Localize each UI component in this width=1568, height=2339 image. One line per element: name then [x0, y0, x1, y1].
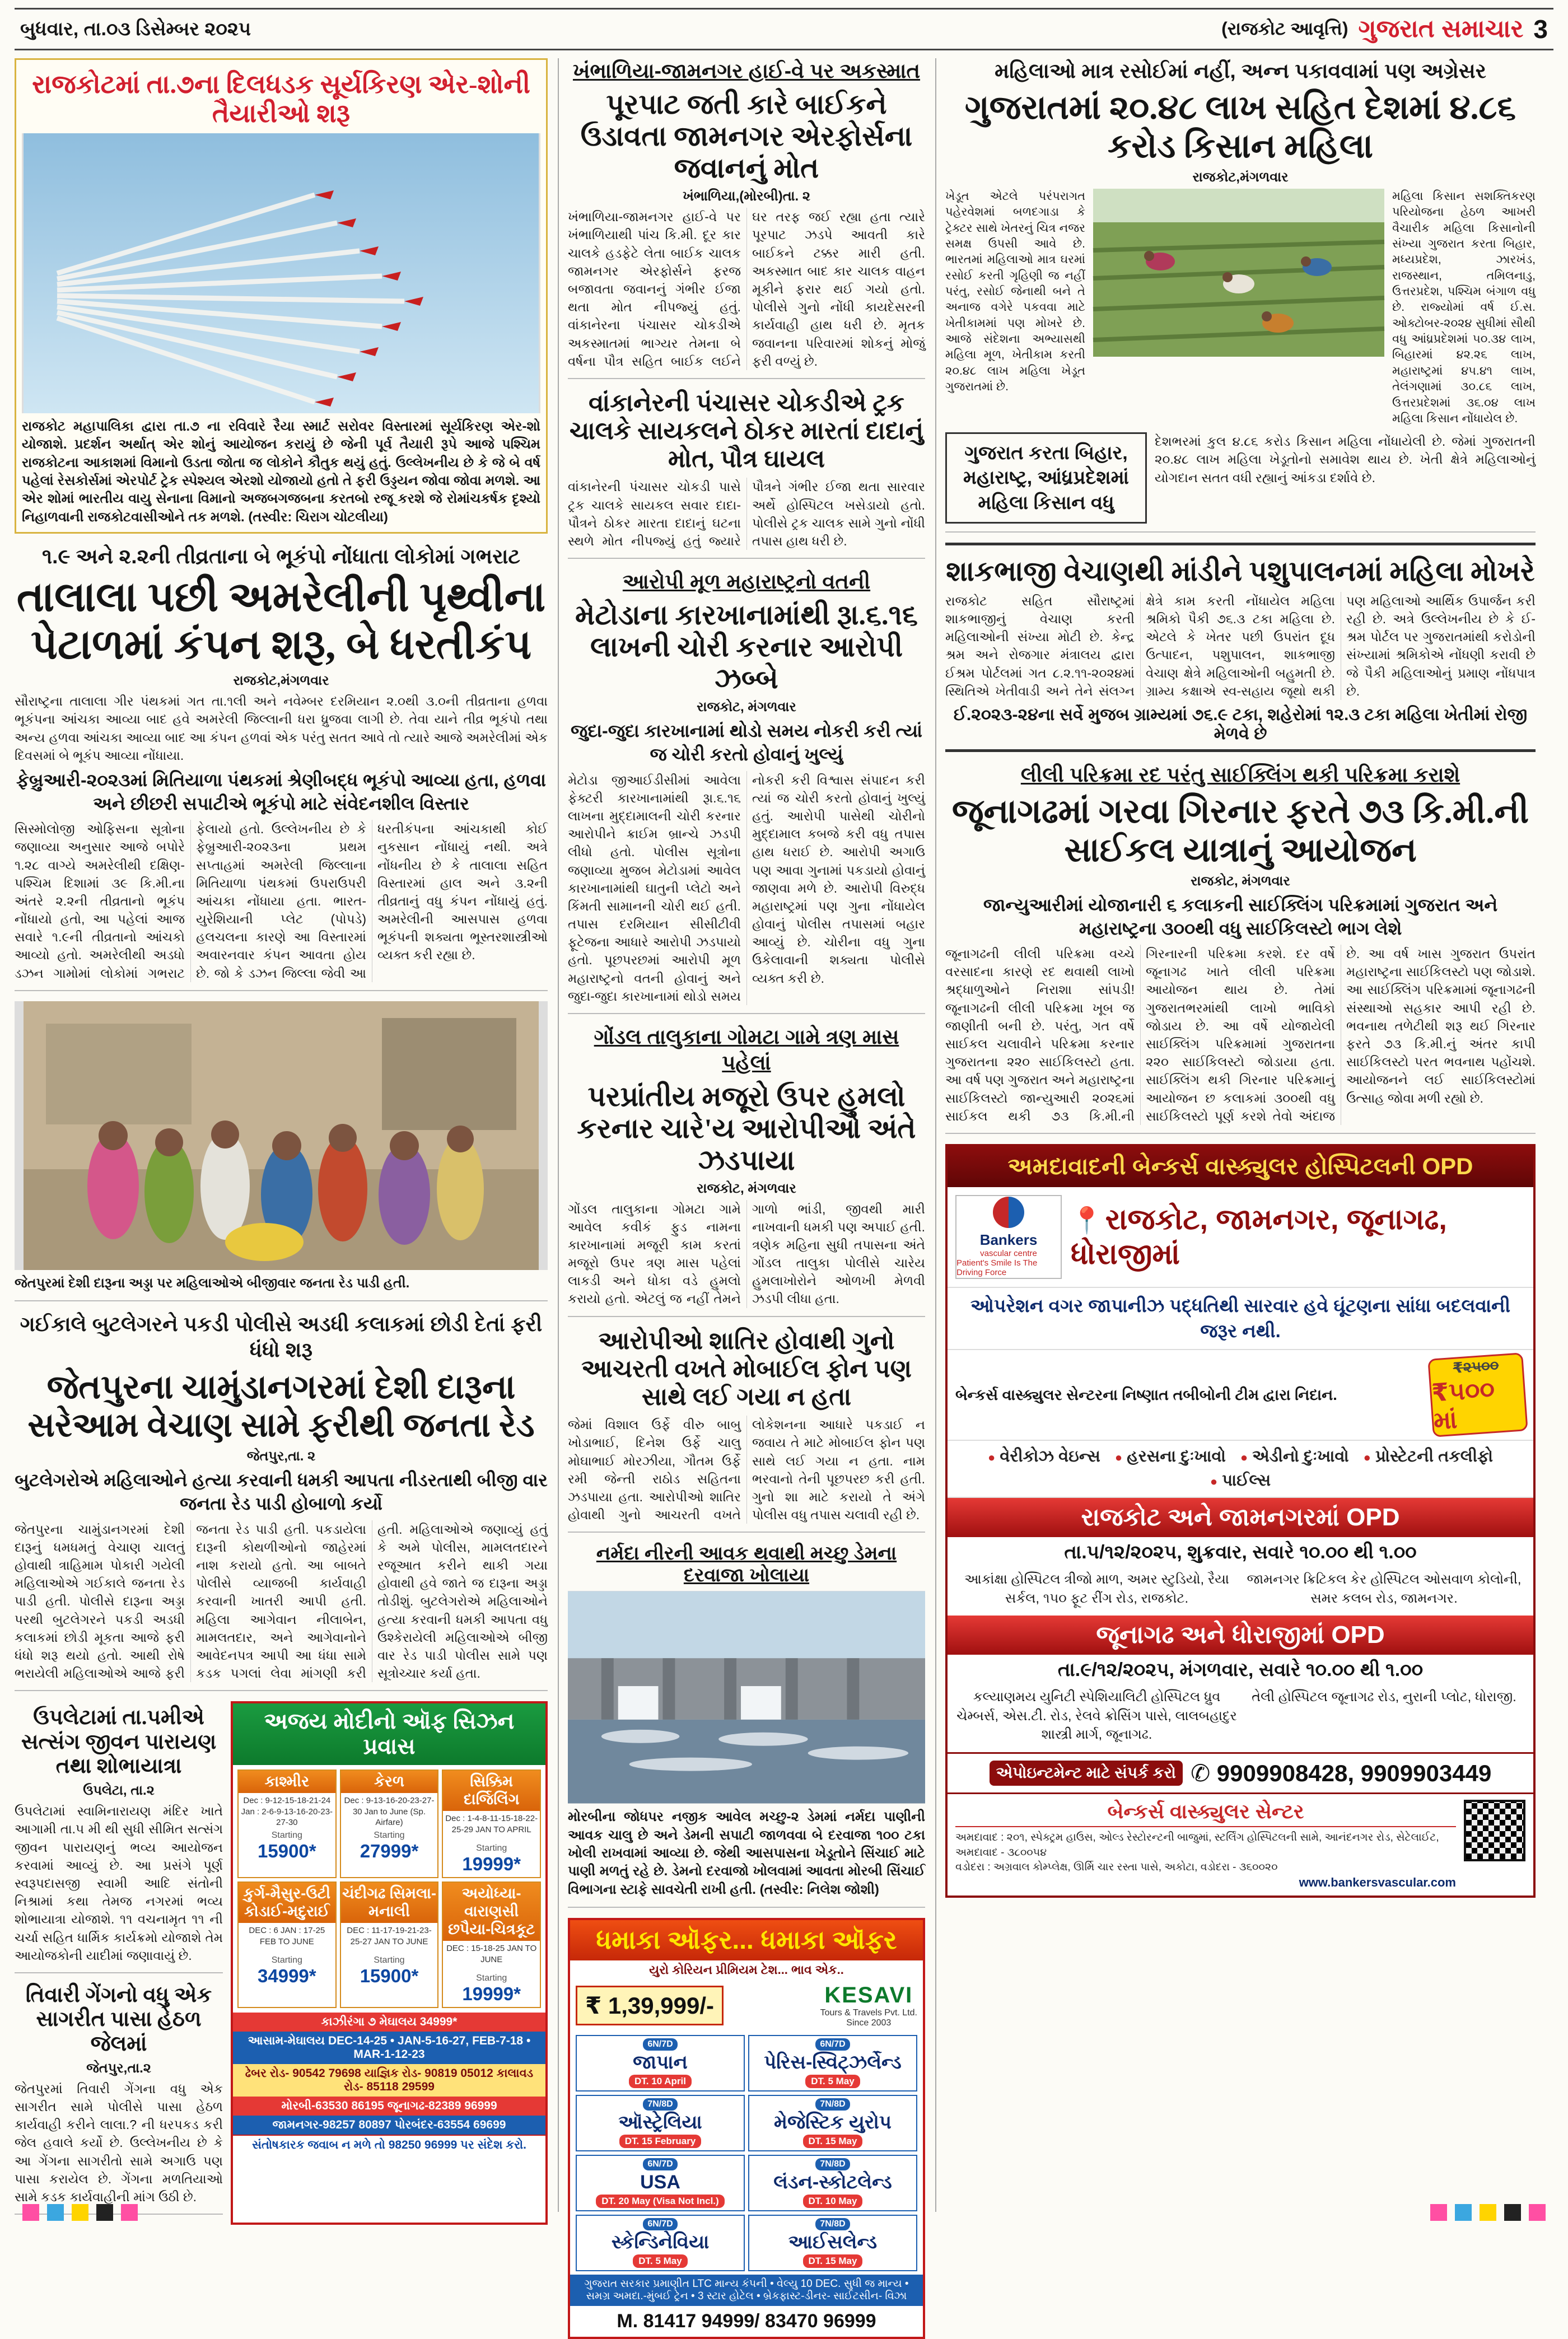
earthquake-headline: તાલાલા પછી અમરેલીની પૃથ્વીના પેટાળમાં કંપન શરૂ, બે ધરતીકંપ	[16, 575, 546, 668]
article-earthquake	[15, 544, 548, 991]
dest-duration: 7N/8D	[815, 2218, 850, 2230]
dhamaka-price: ₹ 1,39,999/-	[576, 1986, 724, 2025]
article-airshow	[15, 58, 548, 534]
service-item: ● પ્રોસ્ટેટની તકલીફો	[1364, 1448, 1493, 1466]
bankers-treatment-line: ઓપરેશન વગર જાપાનીઝ પદ્ધતિથી સારવાર હવે ઘૂંટણના સાંધા બદલવાની જરૂર નથી.	[948, 1288, 1533, 1350]
package-price: 19999*	[462, 1983, 521, 2005]
opd2-address-right: તેલી હોસ્પિટલ જૂનાગઢ રોડ, નુરાની પ્લોટ, ધોરાજી.	[1252, 1689, 1516, 1705]
tiwari-body: જેતપુરમાં તિવારી ગેંગના વધુ એક સાગરીત સામે પોલીસે પાસા હેઠળ કાર્યવાહી કરીને લાલા.? ની ધરપકડ કરી જેલ હવાલે કર્યો છે. ઉલ્લેખનીય છે કે આ ગેંગના સાગરીતો સામે અગાઉ પણ પાસા કરાયેલ છે. ગેંગના મળતિયાઓ સામે કડક કાર્યવાહીની માંગ ઉઠી છે.	[15, 2081, 223, 2205]
print-mark	[22, 2204, 39, 2221]
package-dates: Dec : 1-4-8-11-15-18-22-25-29 JAN TO APRIL	[445, 1814, 538, 1834]
dest-name: સ્કેન્ડિનેવિયા	[611, 2231, 710, 2253]
mobile-body: જેમાં વિશાલ ઉર્ફે વીરુ બાબુ ખોડાભાઈ, દિનેશ ઉર્ફે ચાલુ મોઘાભાઈ મોરઝીયા, ગૌતમ ઉર્ફે રમી જેન્તી રાઠોડ સહિતના ઝડપાયા હતા. આરોપીઓ શાતિર હોવાથી ગુનો આચરતી વખતે લોકેશનના આધારે પકડાઈ ન જવાય તે માટે મોબાઈલ ફોન પણ સાથે લઈ ગયા ન હતા. નામ ભરવાનો તેની પૂછપરછ કરી હતી. ગુનો શા માટે કરાયો તે અંગે પોલીસ વધુ તપાસ ચલાવી રહી છે.	[568, 1417, 925, 1523]
dhamaka-destination	[748, 2095, 917, 2151]
print-marks-left	[22, 2204, 138, 2221]
print-mark	[121, 2204, 138, 2221]
upleta-headline: ઉપલેટામાં તા.પમીએ સત્સંગ જીવન પારાયણ તથા શોભાયાત્રા	[21, 1706, 217, 1778]
dest-duration: 6N/7D	[643, 2218, 677, 2230]
travel-wide-kaziranga: કાઝીરંગા ૭ મેઘાલય 34999*	[233, 2013, 545, 2032]
service-item: ● એડીનો દુઃખાવો	[1240, 1448, 1349, 1466]
ad-bankers-vascular	[945, 1144, 1536, 1898]
package-dates: DEC : 11-17-19-21-23-25-27 JAN TO JUNE	[347, 1926, 432, 1946]
package-dates: DEC : 6 JAN : 17-25 FEB TO JUNE	[249, 1926, 325, 1946]
vankaner-body: વાંકાનેરની પંચાસર ચોકડી પાસે ટ્રક ચાલકે સાયકલ સવાર દાદા-પૌત્રને ઠોકર મારતા દાદાનું ઘટના સ્થળે મોત નીપજ્યું હતું જ્યારે પૌત્રને ગંભીર ઈજા થતા સારવાર અર્થે હોસ્પિટલ ખસેડાયો હતો. પોલીસે ટ્રક ચાલક સામે ગુનો નોંધી તપાસ હાથ ધરી છે.	[568, 479, 925, 548]
dest-date: DT. 5 May	[633, 2254, 687, 2268]
travel-contact-2: મોરબી-63530 86195 જૂનાગઢ-82389 96999	[233, 2097, 545, 2116]
location-pin-icon: 📍	[1071, 1205, 1103, 1235]
dest-duration: 6N/7D	[815, 2038, 850, 2051]
masthead-bar	[15, 8, 1553, 50]
print-mark	[1504, 2204, 1521, 2221]
kesavi-brand: KESAVI	[824, 1983, 913, 2008]
package-dates: Dec : 9-13-16-20-23-27-30 Jan to June (Sp. Airfare)	[344, 1796, 435, 1828]
article-women-farmers	[945, 58, 1536, 533]
jetpur-body: જેતપુરના ચામુંડાનગરમાં દેશી દારૂનું ધમધમતું વેચાણ ચાલતું હોવાથી ત્રાહિમામ પોકારી ગયેલી મહિલાઓએ ગઈકાલે જનતા રેડ પાડી હતી. પોલીસે દારૂના અડ્ડા પરથી બુટલેગરને પકડી અડધી કલાકમાં છોડી મૂકતા આજે ફરી ધંધો શરૂ થયો હતો. આથી રોષે ભરાયેલી મહિલાઓએ આજે ફરી જનતા રેડ પાડી હતી. પકડાયેલા દારૂની કોથળીઓનો જાહેરમાં નાશ કરાયો હતો. આ બાબતે પોલીસે વ્યાજબી કાર્યવાહી કરવાની ખાતરી આપી હતી. મહિલા આગેવાન નીલાબેન, મામલતદાર, અને આગેવાનોને આવેદનપત્ર આપી આ ધંધા સામે કડક પગલાં લેવા માંગણી કરી હતી. મહિલાઓએ જણાવ્યું હતું કે અમે પોલીસ, મામલતદારને રજૂઆત કરીને થાકી ગયા હોવાથી હવે જાતે જ દારૂના અડ્ડા તોડીશું. બુટલેગરોએ મહિલાઓને હત્યા કરવાની ધમકી આપતા વધુ ઉશ્કેરાયેલી મહિલાઓએ બીજી વાર રેડ પાડી પોલીસ સામે પણ સૂત્રોચ્ચાર કર્યા હતા.	[15, 1521, 548, 1681]
dest-name: ઑસ્ટ્રેલિયા	[618, 2112, 702, 2133]
package-dates: Dec : 9-12-15-18-21-24 Jan : 2-6-9-13-16-20-23-27-30	[241, 1796, 333, 1828]
travel-wide-assam: આસામ-મેઘાલય DEC-14-25 • JAN-5-16-27, FEB-7-18 • MAR-1-12-23	[233, 2032, 545, 2064]
dhamaka-phone: M. 81417 94999/ 83470 96999	[617, 2310, 876, 2332]
airshow-photo	[22, 133, 540, 413]
farmers-kicker: મહિલાઓ માત્ર રસોઈમાં નહીં, અન્ન પકાવવામાં પણ અગ્રેસર	[995, 59, 1486, 82]
package-start-label: Starting	[374, 1830, 405, 1840]
article-jetpur-raid	[15, 1311, 548, 1691]
package-start-label: Starting	[476, 1843, 507, 1854]
package-start-label: Starting	[476, 1973, 507, 1983]
package-name: સિક્કિમ દાર્જિલિંગ	[443, 1771, 540, 1811]
package-name: કુર્ગ-મૈસુર-ઉટી કોડાઈ-મદુરાઈ	[239, 1883, 335, 1923]
dhamaka-destination	[748, 2155, 917, 2211]
article-upleta	[15, 1706, 223, 1973]
dam-photo-block	[568, 1543, 925, 1908]
package-dates: DEC : 15-18-25 JAN TO JUNE	[446, 1944, 537, 1964]
article-gondal-attack	[568, 1024, 925, 1317]
dest-date: DT. 15 May	[803, 2254, 863, 2268]
farmers-right-text: મહિલા કિસાન સશક્તિકરણ પરિયોજના હેઠળ આખરી વૈચારીક મહિલા કિસાનોની સંખ્યા ગુજરાત કરતા બિહાર, મધ્યપ્રદેશ, ઝારખંડ, રાજસ્થાન, તમિલનાડુ, ઉત્તરપ્રદેશ, પશ્ચિમ બંગાળ વધુ છે. રાજ્યોમાં વર્ષ ઈ.સ. ઓક્ટોબર-૨૦૨૪ સુધીમાં સૌથી વધુ આંધ્રપ્રદેશમાં ૫૦.૩૪ લાખ, બિહારમાં ૪૨.૨૬ લાખ, મહારાષ્ટ્રમાં ૪૫.૪૧ લાખ, તેલંગણામાં ૩૦.૮૬ લાખ, ઉત્તરપ્રદેશમાં ૩૬.૦૪ લાખ મહિલા કિસાન નોંધાયેલ છે.	[1392, 190, 1536, 425]
jetpur-dateline: જેતપુર,તા. ૨	[246, 1449, 316, 1464]
bankers-consult-text: બેન્કર્સ વાસ્ક્યુલર સેન્ટરના નિષ્ણાત તબીબોની ટીમ દ્વારા નિદાન.	[955, 1386, 1337, 1403]
package-price: 19999*	[462, 1854, 521, 1875]
farm-photo	[1093, 189, 1384, 357]
dhamaka-subtitle: યુરો કોરિયન પ્રીમિયમ ટેશ... ભાવ એક..	[649, 1963, 844, 1977]
kesavi-since: Since 2003	[846, 2018, 892, 2028]
dam-caption: મોરબીના જોધપર નજીક આવેલ મચ્છુ-૨ ડેમમાં નર્મદા પાણીની આવક ચાલુ છે અને ડેમની સપાટી જાળવવા બે દરવાજા ૧૦૦ ટકા ખોલી રાખવામાં આવ્યા છે. જેથી આસપાસના ખેડૂતોને સિંચાઈ માટે પાણી મળતું રહે છે. ડેમનો દરવાજો ખોલવામાં આવતા મોરબી સિંચાઈ વિભાગના સ્ટાફે સાવચેતી રાખી હતી. (તસ્વીર: નિલેશ જોશી)	[568, 1809, 925, 1897]
girnar-dateline: રાજકોટ, મંગળવાર	[1191, 873, 1290, 889]
article-highway-accident	[568, 58, 925, 379]
opd1-title: રાજકોટ અને જામનગરમાં OPD	[948, 1498, 1533, 1537]
dest-date: DT. 10 April	[629, 2075, 692, 2088]
metoda-headline: મેટોડાના કારખાનામાંથી રૂા.૬.૧૬ લાખની ચોરી કરનાર આરોપી ઝબ્બે	[575, 599, 918, 695]
earthquake-kicker: ૧.૯ અને ૨.૨ની તીવ્રતાના બે ભૂકંપો નોંધાતા લોકોમાં ગભરાટ	[42, 545, 520, 568]
girnar-subhead: જાન્યુઆરીમાં યોજાનારી ૬ કલાકની સાઈક્લિંગ પરિક્રમામાં ગુજરાત અને મહારાષ્ટ્રના ૩૦૦થી વધુ સાઈકિલસ્ટો ભાગ લેશે	[983, 894, 1498, 939]
dhamaka-destination	[748, 2215, 917, 2271]
article-metoda-theft	[568, 569, 925, 1014]
dest-name: USA	[640, 2172, 680, 2193]
bankers-footer-addr1: અમદાવાદ : ૨૦૧, સ્પેક્ટ્રમ હાઉસ, ઓલ્ડ રેસ્ટોરન્ટની બાજુમાં, સ્ટર્લિંગ હોસ્પિટલની સામે, આનંદનગર રોડ, સેટેલાઈટ, અમદાવાદ - ૩૮૦૦૫૪	[955, 1832, 1439, 1859]
upleta-body: ઉપલેટામાં સ્વામિનારાયણ મંદિર ખાતે આગામી તા.૫ મી થી સુધી સીમિત સત્સંગ જીવન પારાયણનું ભવ્ય આયોજન કરવામાં આવ્યું છે. આ પ્રસંગે પૂર્ણ સ્વરૂપદાસજી સ્વામી આદિ સંતોની નિશ્રામાં કથા તેમજ નગરમાં ભવ્ય શોભાયાત્રા યોજાશે. ૧૧ વચનામૃત ૧૧ ની ચર્ચા સહિત ધાર્મિક કાર્યક્રમો યોજાશે તેમ આયોજકોની યાદીમાં જણાવાયું છે.	[15, 1804, 223, 1963]
bankers-footer-brand: બેન્કર્સ વાસ્ક્યુલર સેન્ટર	[955, 1800, 1456, 1827]
dhamaka-destination	[576, 2095, 745, 2151]
qr-code	[1464, 1800, 1525, 1861]
page-number: 3	[1533, 15, 1548, 44]
accident-dateline: ખંભાળિયા,(મોરબી)તા. ૨	[683, 189, 810, 204]
bankers-top-bar: અમદાવાદની બેન્કર્સ વાસ્ક્યુલર હોસ્પિટલની OPD	[948, 1146, 1533, 1187]
opd2-date: તા.૯/૧૨/૨૦૨૫, મંગળવાર, સવારે ૧૦.૦૦ થી ૧.૦૦	[1057, 1659, 1424, 1681]
travel-package	[442, 1770, 541, 1878]
travel-package	[340, 1882, 439, 2008]
column-right	[935, 58, 1536, 2212]
tiwari-headline: તિવારી ગેંગનો વધુ એક સાગરીત પાસા હેઠળ જેલમાં	[25, 1983, 212, 2056]
dest-duration: 6N/7D	[643, 2038, 677, 2051]
package-start-label: Starting	[374, 1955, 405, 1965]
jetpur-raid-photo	[15, 1001, 548, 1270]
travel-package	[442, 1882, 541, 2008]
paper-name: ગુજરાત સમાચાર	[1358, 15, 1524, 43]
opd2-address-left: કલ્યાણમય યુનિટી સ્પેશિયાલિટી હોસ્પિટલ ધ્રુવ ચેમ્બર્સ, એસ.ટી. રોડ, રેલવે ક્રોસિંગ પાસે, લાલબહાદુર શાસ્ત્રી માર્ગ, જૂનાગઢ.	[956, 1689, 1237, 1743]
gondal-headline: પરપ્રાંતીય મજૂરો ઉપર હુમલો કરનાર ચારે'ય આરોપીઓ અંતે ઝડપાયા	[577, 1080, 916, 1176]
metoda-kicker: આરોપી મૂળ મહારાષ્ટ્રનો વતની	[622, 570, 871, 594]
kesavi-brand-sub: Tours & Travels Pvt. Ltd.	[820, 2008, 917, 2018]
bankers-footer-addr2: વડોદરા : અગ્રવાલ કોમ્પ્લેક્ષ, ઊર્મિ ચાર રસ્તા પાસે, અકોટા, વડોદરા - ૩૬૦૦૨૦	[955, 1861, 1278, 1874]
airshow-headline: રાજકોટમાં તા.૭ના દિલધડક સૂર્યકિરણ એર-શોની તૈયારીઓ શરૂ	[32, 70, 530, 128]
appointment-phones: ✆ 9909908428, 9909903449	[1190, 1760, 1492, 1787]
dhamaka-ltc-line: ગુજરાત સરકાર પ્રમાણીત LTC માન્ય કંપની • વેલ્યુ 10 DEC. સુધી જ માન્ય • સમગ્ર અમદા.-મુંબઈ ટ્રેન • 3 સ્ટાર હોટેલ • બ્રેકફાસ્ટ-ડીનર- સાઈટસીન- વિઝા	[570, 2275, 923, 2306]
mobile-headline: આરોપીઓ શાતિર હોવાથી ગુનો આચરતી વખતે મોબાઈલ ફોન પણ સાથે લઈ ગયા ન હતા	[581, 1327, 912, 1411]
bankers-price-badge	[1427, 1352, 1528, 1437]
package-name: અયોધ્યા-વારાણસી છપૈયા-ચિત્રકૂટ	[443, 1883, 540, 1941]
service-item: ● હરસના દુઃખાવો	[1115, 1448, 1226, 1466]
service-item: ● વેરીકોઝ વેઇન્સ	[988, 1448, 1100, 1466]
farmers-dateline: રાજકોટ,મંગળવાર	[1192, 170, 1289, 185]
accident-body: ખંભાળિયા-જામનગર હાઈ-વે પર ખંભાળિયાથી પાંચ કિ.મી. દૂર કાર ચાલકે હડફેટે લેતા બાઈક ચાલક જામનગર એરફોર્સને ફરજ બજાવતા જવાનનું ગંભીર ઈજા થતા મોત નીપજ્યું હતું. વાંકાનેરના પંચાસર ચોકડીએ અકસ્માતમાં ભાગ્યર તેમના બે વર્ષના પૌત્ર સહિત બાઈક લઈને ઘર તરફ જઈ રહ્યા હતા ત્યારે પૂરપાટ ઝડપે આવતી કારે બાઈકને ટક્કર મારી હતી. અકસ્માત બાદ કાર ચાલક વાહન મૂકીને ફરાર થઈ ગયો હતો. પોલીસે ગુનો નોંધી કાયદેસરની કાર્યવાહી હાથ ધરી છે. મૃતક જવાનના પરિવારમાં શોકનું મોજું ફરી વળ્યું છે.	[568, 209, 925, 368]
ad-kesavi-dhamaka	[568, 1918, 925, 2339]
gondal-dateline: રાજકોટ, મંગળવાર	[697, 1180, 796, 1196]
veg-body: રાજકોટ સહિત સૌરાષ્ટ્રમાં શાકભાજીનું વેચાણ કરતી મહિલાઓની સંખ્યા મોટી છે. કેન્દ્ર શ્રમ અને રોજગાર મંત્રાલય દ્વારા ઈશ્રમ પોર્ટલમાં ગત ૮.૨.૧૧-૨૦૨૪માં સ્થિતિએ ખેતીવાડી અને તેને સંલગ્ન ક્ષેત્રે કામ કરતી નોંધાયેલ મહિલા શ્રમિકો પૈકી ૭૬.૩ ટકા મહિલા છે. એટલે કે ખેતર પછી ઉપરાંત દૂધ ઉત્પાદન, પશુપાલન, શાકભાજી વેચાણ ક્ષેત્રે મહિલાઓની બહુમતી છે. ગ્રામ્ય કક્ષાએ સ્વ-સહાય જૂથો થકી પણ મહિલાઓ આર્થિક ઉપાર્જન કરી રહી છે. અત્રે ઉલ્લેખનીય છે કે ઈ-શ્રમ પોર્ટલ પર ગુજરાતમાંથી કરોડોની સંખ્યામાં શ્રમિકોએ નોંધણી કરાવી છે જે પૈકી મહિલાઓનું પ્રમાણ નોંધપાત્ર છે.	[945, 593, 1536, 698]
bankers-logo	[955, 1195, 1062, 1279]
bankers-brand-sub: vascular centre	[980, 1248, 1037, 1258]
article-girnar-cycling	[945, 762, 1536, 1134]
page-date: બુધવાર, તા.૦૩ ડિસેમ્બર ૨૦૨૫	[20, 18, 251, 40]
accident-headline: પૂરપાટ જતી કારે બાઈકને ઉડાવતા જામનગર એરફોર્સના જવાનનું મોત	[580, 88, 913, 184]
metoda-subhead: જુદા-જુદા કારખાનામાં થોડો સમય નોકરી કરી ત્યાં જ ચોરી કરતો હોવાનું ખુલ્યું	[571, 721, 922, 764]
package-name: કાશ્મીર	[239, 1771, 335, 1793]
bankers-brand: Bankers	[979, 1231, 1038, 1248]
dest-name: મેજેસ્ટિક યુરોપ	[774, 2112, 892, 2133]
tiwari-dateline: જેતપુર,તા.૨	[86, 2060, 151, 2076]
print-mark	[1430, 2204, 1447, 2221]
girnar-body: જૂનાગઢની લીલી પરિક્રમા વચ્ચે વરસાદના કારણે રદ થવાથી લાખો શ્રદ્ધાળુઓને નિરાશા સાંપડી! જૂનાગઢની લીલી પરિક્રમા ખૂબ જ જાણીતી બની છે. પરંતુ, ગત વર્ષે સાઈકલ ચલાવીને પરિક્રમા કરનાર ગુજરાતના ૨૨૦ સાઈકિલસ્ટો હતા. આ વર્ષ પણ ગુજરાત અને મહારાષ્ટ્રના સાઈકિલસ્ટો જાન્યુઆરી ૨૦૨૬માં સાઈકલ થકી ૭૩ કિ.મી.ની ગિરનારની પરિક્રમા કરશે. દર વર્ષે જૂનાગઢ ખાતે લીલી પરિક્રમા આયોજન થાય છે. તેમાં ગુજરાતભરમાંથી લાખો ભાવિકો જોડાય છે. આ વર્ષે યોજાયેલી સાઈક્લિંગ પરિક્રમામાં ગુજરાતના ૨૨૦ સાઈકિલસ્ટો જોડાયા હતા. સાઈક્લિંગ થકી ગિરનાર પરિક્રમાનું આયોજન છ કલાકમાં ૩૦૦થી વધુ સાઈકિલસ્ટો પૂર્ણ કરશે તેવો અંદાજ છે. આ વર્ષ ખાસ ગુજરાત ઉપરાંત મહારાષ્ટ્રના સાઈકિલસ્ટો પણ જોડાશે. આ સાઈક્લિંગ પરિક્રમામાં જૂનાગઢની સંસ્થાઓ સહકાર આપી રહી છે. ભવનાથ તળેટીથી શરૂ થઈ ગિરનાર ફરતે ૭૩ કિ.મી.નું અંતર કાપી સાઈકિલસ્ટો પરત ભવનાથ પહોંચશે. આયોજનને લઈ સાઈકિલસ્ટોમાં ઉત્સાહ જોવા મળી રહ્યો છે.	[945, 946, 1536, 1123]
dest-date: DT. 15 May	[803, 2135, 863, 2148]
article-tiwari	[15, 1983, 223, 2215]
package-price: 15900*	[360, 1965, 419, 1987]
package-price: 15900*	[258, 1840, 316, 1861]
kesavi-logo	[820, 1983, 917, 2028]
package-price: 27999*	[360, 1840, 419, 1861]
column-middle	[558, 58, 925, 2332]
dest-date: DT. 15 February	[619, 2135, 702, 2148]
airshow-caption: રાજકોટ મહાપાલિકા દ્વારા તા.૭ ના રવિવારે રૈયા સ્માર્ટ સરોવર વિસ્તારમાં સૂર્યકિરણ એર-શો યોજાશે. પ્રદર્શન અર્થાત્ એર શોનું આયોજન કરાયું છે જેની પૂર્વ તૈયારી રૂપે આજે પશ્ચિમ રાજકોટના આકાશમાં વિમાનો ઉડતા જોતા જ લોકોને કૌતુક થયું હતું. ઉલ્લેખનીય છે કે જે બે વર્ષ પહેલાં રેસકોર્સમાં એરપોર્ટ ટ્રેક સ્પેશ્યલ એરશો યોજાયો હતો તે ફરી ઉડ્ડયન જોવા જોવા મળશે. આ એર શોમાં ભારતીય વાયુ સેનાના વિમાનો અજબગજબના કરતબો રજૂ કરશે જે રોમાંચકર્ષક દૃશ્યો નિહાળવાની રાજકોટવાસીઓને તક મળશે. (તસ્વીર: ચિરાગ ચોટલીયા)	[22, 418, 540, 525]
earthquake-subhead: ફેબ્રુઆરી-૨૦૨૩માં મિતિયાળા પંથકમાં શ્રેણીબદ્ધ ભૂકંપો આવ્યા હતા, હળવા અને છીછરી સપાટીએ ભૂકંપો માટે સંવેદનશીલ વિસ્તાર	[16, 769, 546, 814]
article-veg-women	[945, 543, 1536, 752]
article-vankaner	[568, 389, 925, 559]
package-name: ચંદીગઢ સિમલા-મનાલી	[341, 1883, 438, 1923]
metoda-dateline: રાજકોટ, મંગળવાર	[697, 699, 796, 715]
opd1-date: તા.૫/૧૨/૨૦૨૫, શુક્રવાર, સવારે ૧૦.૦૦ થી ૧.૦૦	[1064, 1542, 1417, 1563]
ad-ajay-modi-travel	[231, 1701, 548, 2225]
bankers-cities: રાજકોટ, જામનગર, જૂનાગઢ, ધોરાજીમાં	[1071, 1203, 1447, 1271]
print-mark	[47, 2204, 64, 2221]
price-old: ₹૨૫૦૦	[1452, 1356, 1500, 1376]
dhamaka-destination	[748, 2035, 917, 2091]
edition-label: (રાજકોટ આવૃત્તિ)	[1221, 18, 1348, 39]
upleta-dateline: ઉપલેટા, તા.૨	[83, 1783, 155, 1799]
package-name: કેરળ	[341, 1771, 438, 1793]
accident-kicker: ખંભાળિયા-જામનગર હાઈ-વે પર અકસ્માત	[572, 59, 921, 82]
column-left	[15, 58, 548, 2212]
appointment-label: એપોઇન્ટમેન્ટ માટે સંપર્ક કરો	[990, 1761, 1183, 1786]
dest-duration: 7N/8D	[643, 2098, 677, 2111]
jetpur-headline: જેતપુરના ચામુંડાનગરમાં દેશી દારૂના સરેઆમ વેચાણ સામે ફરીથી જનતા રેડ	[27, 1368, 535, 1444]
jetpur-kicker: ગઈકાલે બુટલેગરને પકડી પોલીસે અડધી કલાકમાં છોડી દેતાં ફરી ધંધો શરૂ	[20, 1313, 543, 1362]
dest-date: DT. 10 May	[803, 2195, 863, 2208]
print-marks-right	[1430, 2204, 1546, 2221]
package-start-label: Starting	[271, 1955, 302, 1965]
print-mark	[1529, 2204, 1546, 2221]
print-mark	[1455, 2204, 1472, 2221]
farmers-highlight-box: ગુજરાત કરતા બિહાર, મહારાષ્ટ્ર, આંધ્રપ્રદેશમાં મહિલા કિસાન વધુ	[945, 432, 1147, 524]
jetpur-subhead: બુટલેગરોએ મહિલાઓને હત્યા કરવાની ધમકી આપતા નીડરતાથી બીજી વાર જનતા રેડ પાડી હોબાળો કર્યો	[15, 1470, 548, 1514]
gondal-kicker: ગોંડલ તાલુકાના ગોમટા ગામે ત્રણ માસ પહેલાં	[594, 1025, 899, 1075]
bankers-logo-mark	[993, 1197, 1024, 1228]
dhamaka-title: ધમાકા ઑફર... ધમાકા ઑફર	[570, 1920, 923, 1960]
vankaner-headline: વાંકાનેરની પંચાસર ચોકડીએ ટ્રક ચાલકે સાયકલને ઠોકર મારતાં દાદાનું મોત, પૌત્ર ઘાયલ	[569, 389, 924, 473]
travel-contact-3: જામનગર-98257 80897 પોરબંદર-63554 69699	[233, 2116, 545, 2135]
article-mobile-followup	[568, 1327, 925, 1533]
dest-duration: 7N/8D	[815, 2158, 850, 2170]
print-mark	[72, 2204, 88, 2221]
jetpur-photo-caption: જેતપુરમાં દેશી દારૂના અડ્ડા પર મહિલાઓએ બીજીવાર જનતા રેડ પાડી હતી.	[15, 1275, 410, 1291]
dest-date: DT. 20 May (Visa Not Incl.)	[596, 2195, 724, 2208]
left-bottom-row	[15, 1701, 548, 2225]
package-start-label: Starting	[271, 1830, 302, 1840]
veg-stat-line: ઈ.૨૦૨૩-૨૪ના સર્વે મુજબ ગ્રામ્યમાં ૭૬.૯ ટકા, શહેરોમાં ૧૨.૩ ટકા મહિલા ખેતીમાં રોજી મેળવે છે	[953, 705, 1528, 743]
package-price: 34999*	[258, 1965, 316, 1987]
dam-kicker: નર્મદા નીરની આવક થવાથી મચ્છુ ડેમના દરવાજા ખોલાયા	[596, 1543, 897, 1586]
price-new: ₹૫૦૦ માં	[1430, 1375, 1496, 1435]
travel-contact-1: ઢેબર રોડ- 90542 79698 યાજ્ઞિક રોડ- 90819 05012 કાલાવડ રોડ- 85118 29599	[233, 2064, 545, 2097]
mini-articles	[15, 1701, 223, 2225]
travel-ad-title: અજય મોદીનો ઑફ સિઝન પ્રવાસ	[233, 1703, 545, 1765]
bankers-website: www.bankersvascular.com	[1299, 1875, 1456, 1889]
dhamaka-destination	[576, 2215, 745, 2271]
farmers-tail-text: દેશભરમાં કુલ ૪.૮૬ કરોડ કિસાન મહિલા નોંધાયેલી છે. જેમાં ગુજરાતની ૨૦.૪૮ લાખ મહિલા ખેડૂતોનો સમાવેશ થાય છે. ખેતી ક્ષેત્રે મહિલાઓનું યોગદાન સતત વધી રહ્યાનું આંકડા દર્શાવે છે.	[1155, 434, 1536, 485]
gondal-body: ગોંડલ તાલુકાના ગોમટા ગામે આવેલ કવીકં ફુડ નામના કારખાનામાં મજૂરી કામ કરતાં મજૂરો ઉપર ત્રણ માસ પહેલાં લાકડી અને ધોકા વડે હુમલો કરાયો હતો. એટલું જ નહીં તેમને ગાળો ભાંડી, જીવથી મારી નાખવાની ધમકી પણ અપાઈ હતી. ત્રણેક મહિના સુધી તપાસના અંતે ગોંડલ તાલુકા પોલીસે ચારેય હુમલાખોરોને ઓળખી મેળવી ઝડપી લીધા હતા.	[568, 1201, 925, 1306]
travel-package	[237, 1882, 337, 2008]
dest-name: જાપાન	[633, 2052, 688, 2074]
girnar-kicker: લીલી પરિક્રમા રદ પરંતુ સાઈક્લિંગ થકી પરિક્રમા કરાશે	[1020, 763, 1460, 786]
dhamaka-destination	[576, 2155, 745, 2211]
service-item: ● પાઈલ્સ	[1210, 1472, 1271, 1490]
dam-photo	[568, 1591, 925, 1804]
dest-name: પેરિસ-સ્વિટ્ઝર્લેન્ડ	[764, 2052, 902, 2074]
dhamaka-destination	[576, 2035, 745, 2091]
earthquake-lead: સૌરાષ્ટ્રના તાલાલા ગીર પંથકમાં ગત તા.૧લી અને નવેમ્બર દરમિયાન ૨.૦થી ૩.૦ની તીવ્રતાના હળવા ભૂકંપના આંચકા આવ્યા બાદ હવે અમરેલી જિલ્લાની ધરા ધ્રુજવા લાગી છે. તેવા યાને તીવ્ર ભૂકંપો તથા અન્ય હળવા આંચકા આવ્યા બાદ આ કંપન હળવાં એક પરંતુ સતત આવે તો ત્યારે આજે અમરેલીમાં એક દિવસમાં બે ભૂકંપ આવ્યા નોંધાયા.	[15, 694, 548, 763]
opd1-address-left: આકાંક્ષા હોસ્પિટલ ત્રીજો માળ, અમર સ્ટુડિયો, રૈયા સર્કલ, ૧૫૦ ફૂટ રીંગ રોડ, રાજકોટ.	[964, 1572, 1229, 1606]
print-mark	[96, 2204, 113, 2221]
dest-date: DT. 5 May	[805, 2075, 860, 2088]
girnar-headline: જૂનાગઢમાં ગરવા ગિરનાર ફરતે ૭૩ કિ.મી.ની સાઈકલ યાત્રાનું આયોજન	[951, 793, 1529, 869]
metoda-body: મેટોડા જીઆઈડીસીમાં આવેલા ફેક્ટરી કારખાનામાંથી રૂા.૬.૧૬ લાખના મુદ્દામાલની ચોરી કરનાર આરોપીને ક્રાઈમ બ્રાન્ચે ઝડપી લીધો હતો. પોલીસ સૂત્રોના જણાવ્યા મુજબ મેટોડામાં આવેલ કારખાનામાંથી ઘાતુની પ્લેટો અને કિંમતી સામાનની ચોરી થઈ હતી. તપાસ દરમિયાન સીસીટીવી ફૂટેજના આધારે આરોપી ઝડપાયો હતો. પૂછપરછમાં આરોપી મૂળ મહારાષ્ટ્રનો વતની હોવાનું અને જુદા-જુદા કારખાનામાં થોડો સમય નોકરી કરી વિશ્વાસ સંપાદન કરી ત્યાં જ ચોરી કરતો હોવાનું ખુલ્યું હતું. આરોપી પાસેથી ચોરીનો મુદ્દામાલ કબજે કરી વધુ તપાસ હાથ ધરાઈ છે. આરોપી અગાઉ પણ આવા ગુનામાં પકડાયો હોવાનું જાણવા મળે છે. આરોપી વિરુદ્ધ મહારાષ્ટ્રમાં પણ ગુના નોંધાયેલ હોવાનું પોલીસ તપાસમાં બહાર આવ્યું છે. ચોરીના વધુ ગુના ઉકેલાવાની શક્યતા પોલીસે વ્યક્ત કરી છે.	[568, 772, 925, 1003]
veg-headline: શાકભાજી વેચાણથી માંડીને પશુપાલનમાં મહિલા મોખરે	[946, 555, 1535, 587]
dest-duration: 6N/7D	[643, 2158, 677, 2170]
jetpur-photo-block	[15, 1001, 548, 1301]
travel-package	[237, 1770, 337, 1878]
earthquake-body: સિસ્મોલોજી ઓફિસના સૂત્રોના જણાવ્યા અનુસાર આજે બપોરે ૧.૨૮ વાગ્યે અમરેલીથી દક્ષિણ-પશ્ચિમ દિશામાં ૩૯ કિ.મી.ના અંતરે ૨.૨ની તીવ્રતાનો ભૂકંપ નોંધાયો હતો, આ પહેલાં આજ સવારે ૧.૯ની તીવ્રતાનો આંચકો આવ્યો હતો. અમરેલીથી અડધો ડઝન ગામોમાં લોકોમાં ગભરાટ ફેલાયો હતો. ઉલ્લેખનીય છે કે ફેબ્રુઆરી-૨૦૨૩ના પ્રથમ સપ્તાહમાં અમરેલી જિલ્લાના મિતિયાળા પંથકમાં ઉપરાઉપરી આંચકા નોંધાયા હતા. ભારત-યુરેશિયાની પ્લેટ (પોપડે) હલચલના કારણે આ વિસ્તારમાં અવારનવાર કંપન આવતા હોય છે. જો કે ડઝન જિલ્લા જેવી આ ધરતીકંપના આંચકાથી કોઈ નુકસાન નોંધાયું નથી. અત્રે નોંધનીય છે કે તાલાલા સહિત વિસ્તારમાં હાલ અને ૩.૨ની તીવ્રતાનું વધુ કંપન નોંધાયું હતું. અમરેલીની આસપાસ હળવા ભૂકંપની શક્યતા ભૂસ્તરશાસ્ત્રીઓ વ્યક્ત કરી રહ્યા છે.	[15, 821, 548, 981]
print-mark	[1480, 2204, 1496, 2221]
dest-duration: 7N/8D	[815, 2098, 850, 2111]
opd1-address-right: જામનગર ક્રિટિકલ કેર હોસ્પિટલ ઓસવાળ કોલોની, સમર કલબ રોડ, જામનગર.	[1247, 1572, 1522, 1606]
travel-package	[340, 1770, 439, 1878]
dest-name: લંડન-સ્કોટલેન્ડ	[773, 2172, 892, 2193]
travel-contact-4: સંતોષકારક જવાબ ન મળે તો 98250 96999 પર સંદેશ કરો.	[233, 2135, 545, 2155]
farmers-headline: ગુજરાતમાં ૨૦.૪૮ લાખ સહિત દેશમાં ૪.૮૬ કરોડ કિસાન મહિલા	[964, 89, 1516, 165]
farmers-left-text: ખેડૂત એટલે પરંપરાગત પહેરવેશમાં બળદગાડા કે ટ્રેક્ટર સાથે ખેતરનું ચિત્ર નજર સમક્ષ ઉપસી આવે છે. ભારતમાં મહિલાઓ માત્ર ઘરમાં રસોઈ કરતી ગૃહિણી જ નહીં પરંતુ, રસોઈ જેનાથી બને તે અનાજ વગેરે પકવવા માટે ખેતીકામમાં પણ મોખરે છે. આજે સંદેશના અભ્યાસથી મહિલા મૂળ, ખેતીકામ કરતી ૨૦.૪૮ લાખ મહિલા ખેડૂત ગુજરાતમાં છે.	[945, 190, 1085, 394]
dest-name: આઈસલેન્ડ	[788, 2231, 878, 2253]
opd2-title: જૂનાગઢ અને ધોરાજીમાં OPD	[948, 1616, 1533, 1655]
earthquake-dateline: રાજકોટ,મંગળવાર	[233, 673, 329, 689]
bankers-brand-tag: Patient's Smile Is The Driving Force	[956, 1258, 1038, 1277]
